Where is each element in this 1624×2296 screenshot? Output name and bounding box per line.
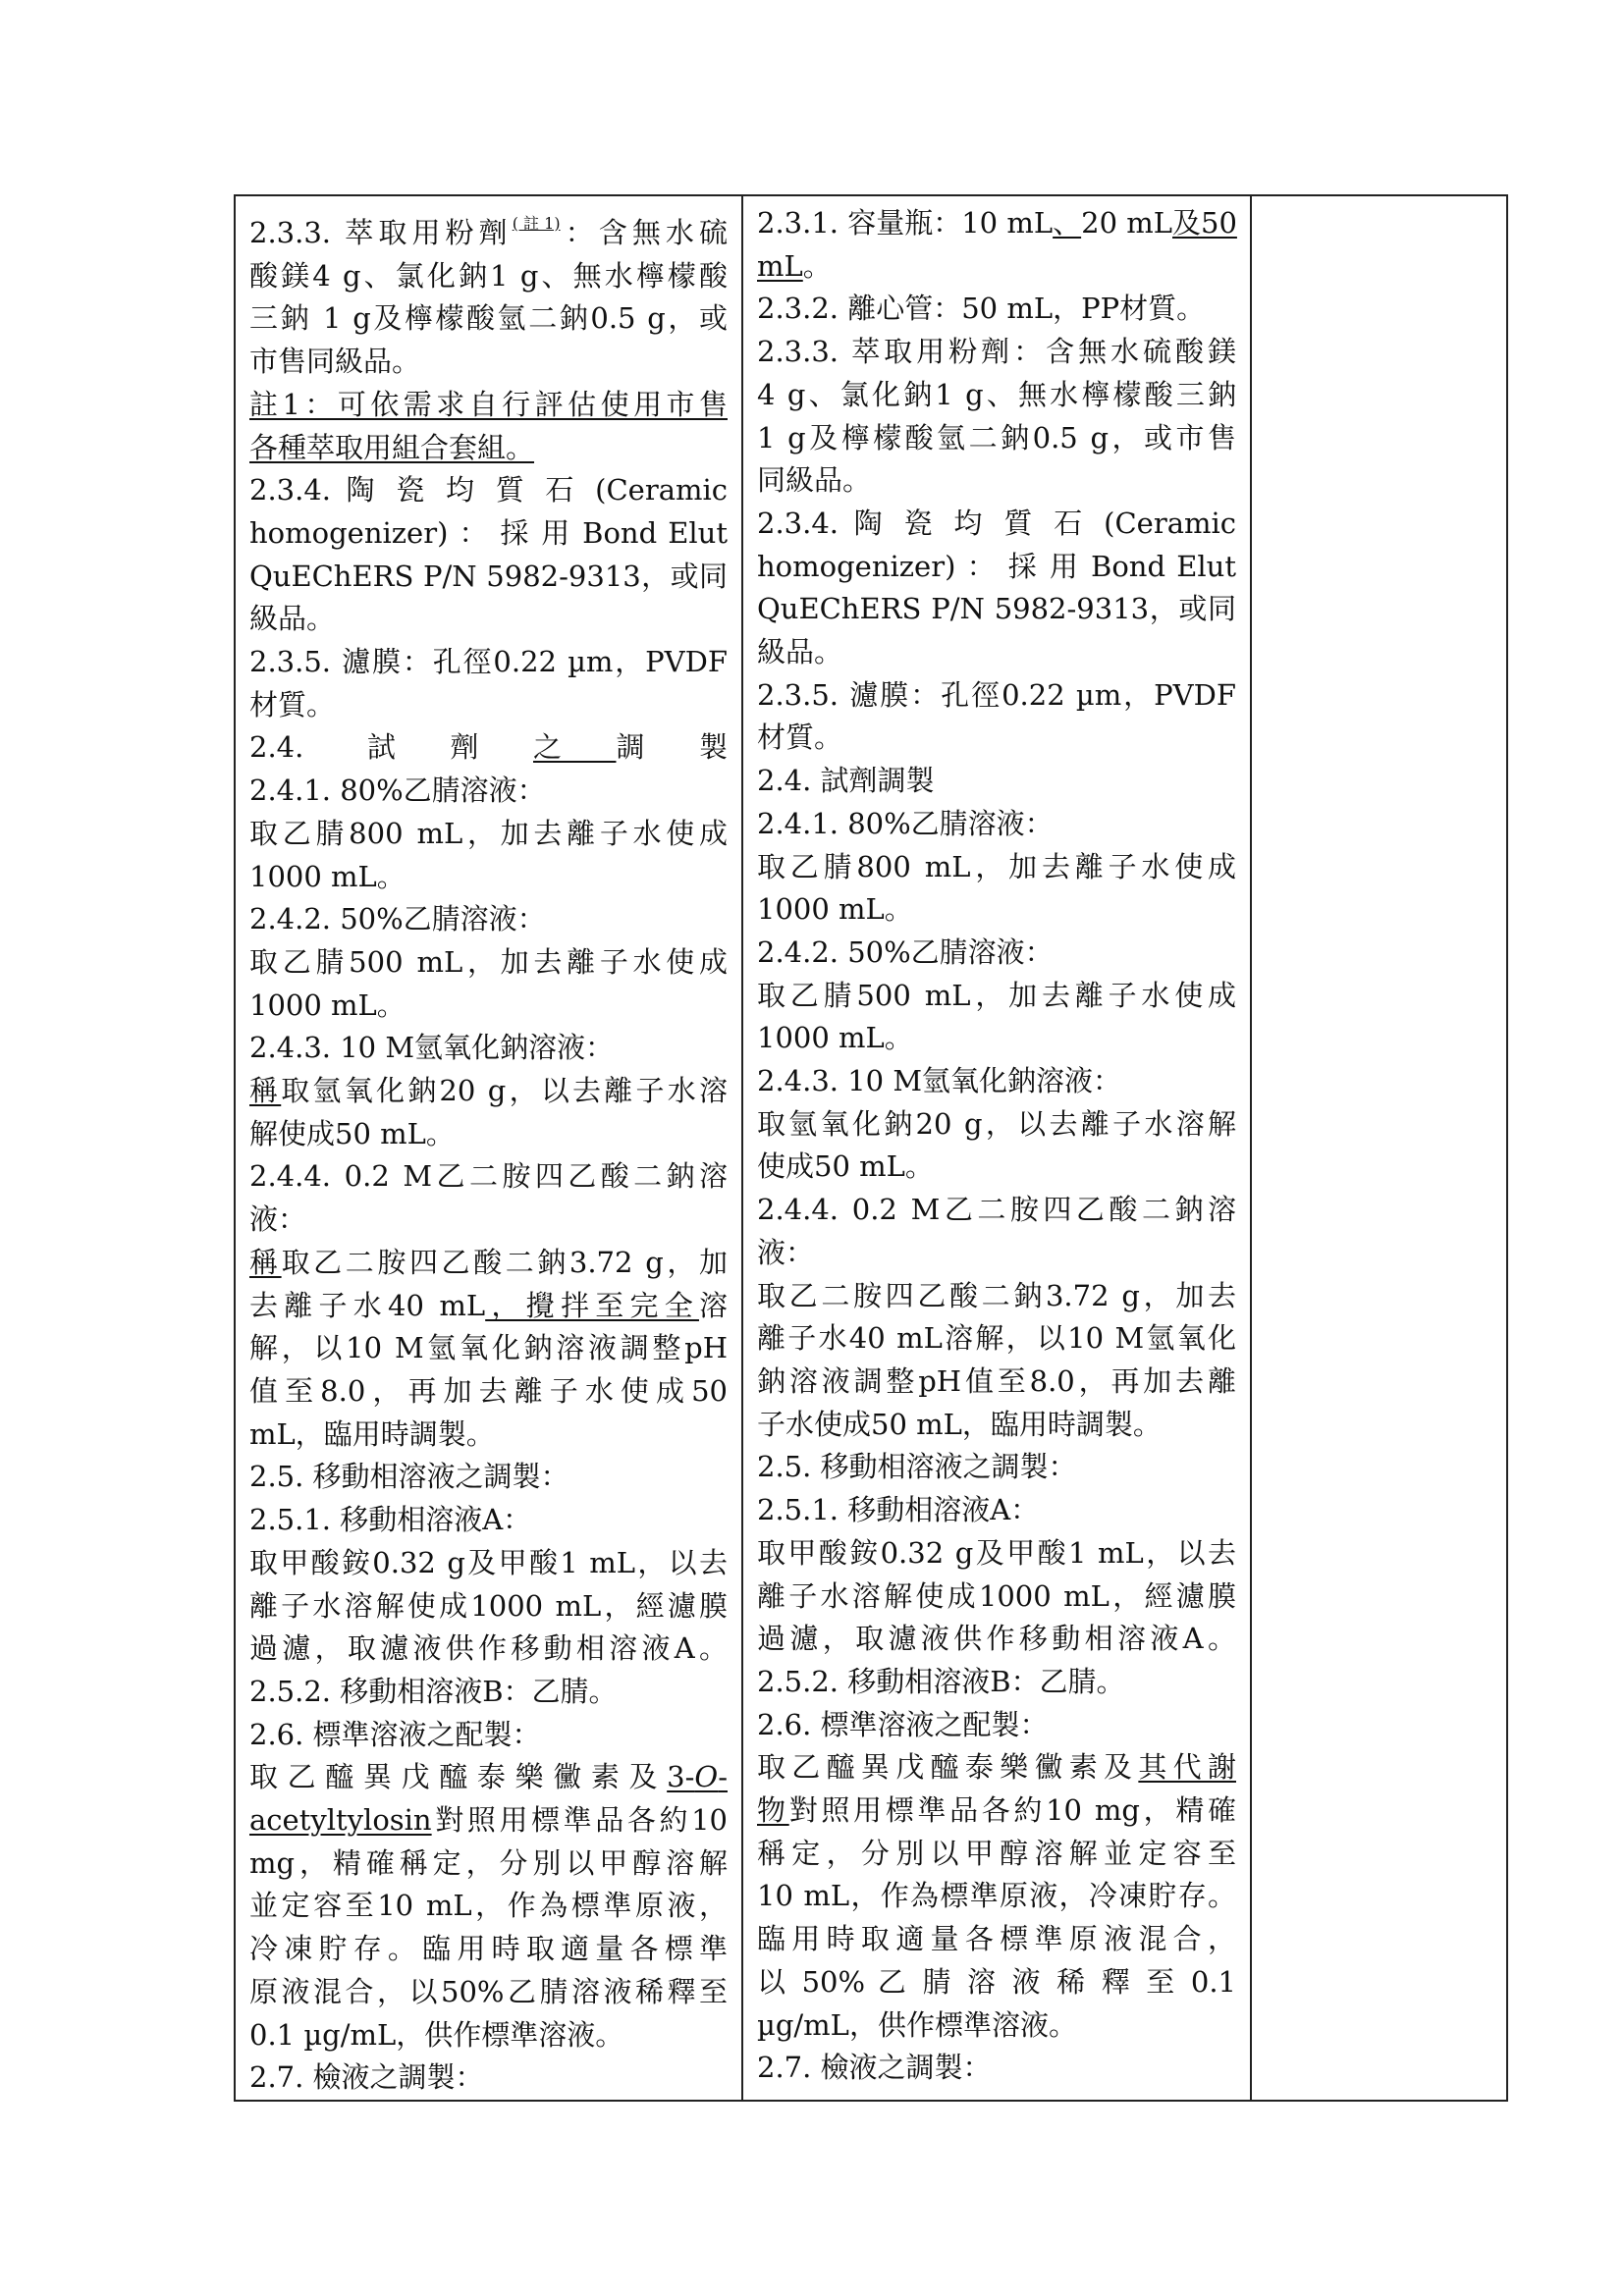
text-line (757, 245, 1236, 289)
text-segment: ：含無水硫 (560, 216, 728, 249)
text-segment: 2.4.2. 50%乙腈溶液： (249, 902, 546, 936)
text-segment: 過濾，取濾液供作移動相溶液A。 (249, 1631, 728, 1666)
text-segment: 2.4.4. 0.2 M乙二胺四乙酸二鈉溶 (249, 1159, 728, 1194)
text-segment: 及50 (1172, 206, 1237, 240)
text-segment: 3- (667, 1760, 695, 1794)
text-line (757, 1704, 1236, 1747)
text-line (249, 2056, 728, 2100)
text-line (249, 469, 728, 512)
text-segment: µg/mL，供作標準溶液。 (757, 2007, 1077, 2042)
text-segment: 2.3.4. 陶 瓷 均 質 石 (Ceramic (249, 473, 728, 507)
text-segment: 物 (757, 1793, 789, 1828)
text-line (249, 813, 728, 856)
text-line (757, 1189, 1236, 1232)
text-line (249, 1971, 728, 2014)
text-line (757, 2004, 1236, 2048)
text-segment: 2.4. 試劑調製 (757, 764, 935, 798)
text-segment: 取甲酸銨0.32 g及甲酸1 mL，以去 (249, 1545, 728, 1579)
text-segment: 取乙腈500 mL，加去離子水使成 (249, 944, 728, 979)
comparison-table (234, 194, 1508, 2102)
text-line (249, 1714, 728, 1757)
text-line (249, 1414, 728, 1457)
text-segment: 同級品。 (757, 463, 872, 498)
text-line (249, 941, 728, 985)
text-segment: 離子水溶解使成1000 mL，經濾膜 (757, 1578, 1236, 1613)
text-segment: 稱 (249, 1074, 282, 1108)
text-line (249, 255, 728, 298)
text-segment: mg，精確稱定，分別以甲醇溶解 (249, 1845, 728, 1880)
text-segment: 對照用標準品各約10 (431, 1803, 728, 1838)
remarks-column (1251, 195, 1507, 2101)
text-segment: 、 (1053, 206, 1082, 240)
text-line (757, 1060, 1236, 1103)
text-segment: 2.5.1. 移動相溶液A： (249, 1503, 532, 1537)
text-segment: 離子水40 mL溶解，以10 M氫氧化 (757, 1321, 1236, 1356)
text-segment: 2.7. 檢液之調製： (249, 2060, 484, 2095)
text-line (757, 288, 1236, 331)
text-segment: 2.4.2. 50%乙腈溶液： (757, 934, 1054, 969)
text-line (757, 717, 1236, 760)
text-line (249, 1542, 728, 1585)
text-line (249, 1799, 728, 1842)
text-segment: 2.3.5. 濾膜：孔徑0.22 µm，PVDF (757, 677, 1236, 712)
text-segment: 1000 mL。 (249, 859, 406, 893)
text-segment: 2.3.2. 離心管：50 mL，PP材質。 (757, 292, 1206, 326)
text-segment: 註1：可依需求自行評估使用市售 (249, 387, 728, 421)
text-segment: 市售同級品。 (249, 345, 421, 379)
text-line (249, 1370, 728, 1414)
revised-text-content (236, 196, 741, 2100)
text-segment: 鈉溶液調整pH值至8.0，再加去離 (757, 1363, 1236, 1398)
text-line (249, 1671, 728, 1714)
text-segment: 原液混合，以50%乙腈溶液稀釋至 (249, 1974, 728, 2008)
text-segment: 取乙醯異戊醯泰樂黴素及 (757, 1750, 1139, 1785)
text-line (249, 726, 728, 770)
text-segment: 臨用時取適量各標準原液混合， (757, 1922, 1236, 1956)
text-segment: 級品。 (757, 635, 843, 669)
table-row (235, 195, 1507, 2101)
text-segment: 液： (249, 1202, 307, 1237)
text-segment: ，攪拌至完全 (485, 1288, 699, 1322)
text-line (249, 641, 728, 684)
text-segment: mL (757, 248, 803, 283)
text-line (757, 803, 1236, 846)
text-segment: O (694, 1760, 719, 1794)
text-segment: 2.7. 檢液之調製： (757, 2051, 992, 2085)
text-line (249, 1928, 728, 1971)
text-line (249, 598, 728, 641)
text-line (757, 459, 1236, 503)
text-segment: 2.5. 移動相溶液之調製： (249, 1460, 569, 1494)
text-line (249, 898, 728, 941)
text-line (757, 1746, 1236, 1789)
text-line (757, 1875, 1236, 1918)
text-line (757, 1575, 1236, 1619)
text-segment: 材質。 (249, 687, 336, 721)
text-segment: 2.5. 移動相溶液之調製： (757, 1450, 1077, 1484)
text-segment: 取乙腈800 mL，加去離子水使成 (249, 816, 728, 850)
text-segment: 酸鎂4 g、氯化鈉1 g、無水檸檬酸 (249, 258, 728, 293)
footnote-marker: (註1) (512, 214, 561, 233)
text-segment: 級品。 (249, 602, 336, 636)
text-segment: 10 mL，作為標準原液，冷凍貯存。 (757, 1879, 1236, 1913)
text-line (249, 1842, 728, 1886)
text-segment: 解，以10 M氫氧化鈉溶液調整pH (249, 1331, 728, 1365)
text-segment: 稱定，分別以甲醇溶解並定容至 (757, 1836, 1236, 1870)
text-segment: 2.4. 試劑 (249, 730, 533, 765)
text-segment: - (718, 1760, 728, 1794)
text-segment: 。 (802, 248, 832, 283)
text-line (249, 985, 728, 1028)
text-line (757, 1146, 1236, 1189)
text-segment: 子水使成50 mL，臨用時調製。 (757, 1407, 1162, 1441)
text-segment: 取乙腈500 mL，加去離子水使成 (757, 978, 1236, 1012)
text-segment: 2.5.2. 移動相溶液B：乙腈。 (757, 1664, 1125, 1698)
text-segment: 2.4.1. 80%乙腈溶液： (757, 806, 1054, 840)
text-line (757, 1833, 1236, 1876)
text-segment: 2.6. 標準溶液之配製： (249, 1717, 541, 1751)
text-line (757, 1532, 1236, 1575)
text-segment: 冷凍貯存。臨用時取適量各標準 (249, 1932, 728, 1966)
text-line (757, 331, 1236, 374)
text-segment: 使成50 mL。 (757, 1149, 934, 1184)
text-segment: 2.4.4. 0.2 M乙二胺四乙酸二鈉溶 (757, 1193, 1236, 1227)
text-segment: 取乙醯異戊醯泰樂黴素及 (249, 1760, 668, 1794)
text-segment: 2.3.3. 萃取用粉劑 (249, 216, 513, 249)
text-segment: 其代謝 (1138, 1750, 1236, 1785)
text-line (249, 512, 728, 556)
text-line (757, 2047, 1236, 2090)
text-segment: 稱 (249, 1245, 282, 1279)
text-line (249, 2014, 728, 2057)
text-line (757, 1661, 1236, 1704)
text-segment: 2.4.3. 10 M氫氧化鈉溶液： (757, 1064, 1122, 1098)
text-line (757, 1232, 1236, 1275)
text-line (757, 546, 1236, 589)
text-line (757, 932, 1236, 975)
original-text-content (743, 196, 1250, 2090)
text-line (757, 374, 1236, 417)
text-line (249, 1027, 728, 1070)
text-line (249, 1585, 728, 1629)
text-segment: 取乙二胺四乙酸二鈉3.72 g，加去 (757, 1278, 1236, 1312)
text-segment: 4 g、氯化鈉1 g、無水檸檬酸三鈉 (757, 377, 1236, 411)
text-line (249, 427, 728, 470)
text-line (249, 1327, 728, 1370)
text-line (249, 856, 728, 899)
text-line (757, 975, 1236, 1018)
text-segment: 取乙腈800 mL，加去離子水使成 (757, 849, 1236, 883)
text-line (757, 1103, 1236, 1147)
text-segment: QuEChERS P/N 5982-9313，或同 (249, 559, 728, 593)
text-line (249, 341, 728, 384)
text-segment: 離子水溶解使成1000 mL，經濾膜 (249, 1588, 728, 1623)
text-segment: 取氫氧化鈉20 g，以去離子水溶解 (757, 1106, 1236, 1141)
text-line (757, 846, 1236, 889)
text-segment: 調製 (616, 730, 728, 765)
text-segment: 2.3.4. 陶 瓷 均 質 石 (Ceramic (757, 506, 1236, 540)
text-segment: 三鈉 1 g及檸檬酸氫二鈉0.5 g，或 (249, 301, 728, 336)
remarks-content (1252, 196, 1506, 202)
text-line (249, 556, 728, 599)
text-segment: homogenizer) ： 採 用 Bond Elut (249, 515, 728, 550)
text-segment: 液： (757, 1235, 815, 1269)
text-segment: 取氫氧化鈉20 g，以去離子水溶 (281, 1074, 728, 1108)
original-text-column (742, 195, 1251, 2101)
text-line (249, 1756, 728, 1799)
text-segment: QuEChERS P/N 5982-9313，或同 (757, 592, 1236, 626)
text-line (249, 1155, 728, 1199)
text-line (249, 1199, 728, 1242)
text-segment: homogenizer) ： 採 用 Bond Elut (757, 549, 1236, 583)
text-line (757, 202, 1236, 245)
text-line (249, 1628, 728, 1671)
text-segment: 2.3.1. 容量瓶：10 mL (757, 206, 1054, 240)
text-segment: 並定容至10 mL，作為標準原液， (249, 1889, 728, 1923)
text-line (249, 1113, 728, 1156)
text-line (757, 760, 1236, 803)
text-line (757, 1489, 1236, 1532)
text-segment: 2.6. 標準溶液之配製： (757, 1707, 1049, 1741)
text-segment: 取乙二胺四乙酸二鈉3.72 g，加 (281, 1245, 728, 1279)
text-line (249, 684, 728, 727)
text-line (249, 1285, 728, 1328)
text-segment: 各種萃取用組合套組。 (249, 430, 535, 464)
text-line (249, 202, 728, 255)
text-line (249, 1242, 728, 1285)
text-segment: 以 50% 乙 腈 溶 液 稀 釋 至 0.1 (757, 1964, 1236, 1999)
text-line (757, 1017, 1236, 1060)
text-line (757, 1317, 1236, 1361)
text-segment: 溶 (698, 1288, 728, 1322)
text-segment: 過濾，取濾液供作移動相溶液A。 (757, 1622, 1236, 1656)
text-line (757, 1618, 1236, 1661)
text-segment: 2.4.3. 10 M氫氧化鈉溶液： (249, 1031, 615, 1065)
text-line (757, 503, 1236, 546)
text-segment: 取甲酸銨0.32 g及甲酸1 mL，以去 (757, 1535, 1236, 1570)
text-segment: 之 (533, 730, 617, 765)
text-line (249, 1499, 728, 1542)
text-line (757, 1446, 1236, 1489)
text-segment: 2.3.3. 萃取用粉劑：含無水硫酸鎂 (757, 335, 1236, 369)
text-line (757, 1961, 1236, 2004)
text-segment: 2.5.1. 移動相溶液A： (757, 1493, 1040, 1527)
text-segment: 對照用標準品各約10 mg，精確 (788, 1793, 1236, 1828)
text-segment: 解使成50 mL。 (249, 1116, 455, 1150)
text-line (249, 1456, 728, 1499)
text-segment: 1000 mL。 (249, 988, 406, 1022)
text-segment: 0.1 µg/mL，供作標準溶液。 (249, 2017, 624, 2052)
text-segment: acetyltylosin (249, 1803, 432, 1838)
text-segment: 值至8.0，再加去離子水使成50 (249, 1373, 728, 1408)
text-line (757, 1789, 1236, 1833)
text-line (249, 770, 728, 813)
text-line (757, 1404, 1236, 1447)
text-segment: 1000 mL。 (757, 1021, 913, 1055)
text-segment: 1000 mL。 (757, 892, 913, 927)
text-line (757, 674, 1236, 718)
text-line (757, 588, 1236, 631)
text-line (757, 888, 1236, 932)
text-line (249, 1885, 728, 1928)
text-line (757, 631, 1236, 674)
text-line (757, 417, 1236, 460)
text-line (249, 1070, 728, 1113)
text-segment: 材質。 (757, 721, 843, 755)
text-segment: 1 g及檸檬酸氫二鈉0.5 g，或市售 (757, 420, 1236, 454)
text-segment: 2.4.1. 80%乙腈溶液： (249, 774, 546, 808)
text-segment: 2.5.2. 移動相溶液B：乙腈。 (249, 1674, 618, 1708)
text-line (249, 297, 728, 341)
text-segment: mL，臨用時調製。 (249, 1416, 495, 1451)
text-line (757, 1275, 1236, 1318)
revised-text-column (235, 195, 742, 2101)
text-line (249, 384, 728, 427)
text-line (757, 1361, 1236, 1404)
text-segment: 2.3.5. 濾膜：孔徑0.22 µm，PVDF (249, 645, 728, 679)
text-segment: 20 mL (1081, 206, 1173, 240)
text-segment: 去離子水40 mL (249, 1288, 486, 1322)
text-line (757, 1918, 1236, 1961)
